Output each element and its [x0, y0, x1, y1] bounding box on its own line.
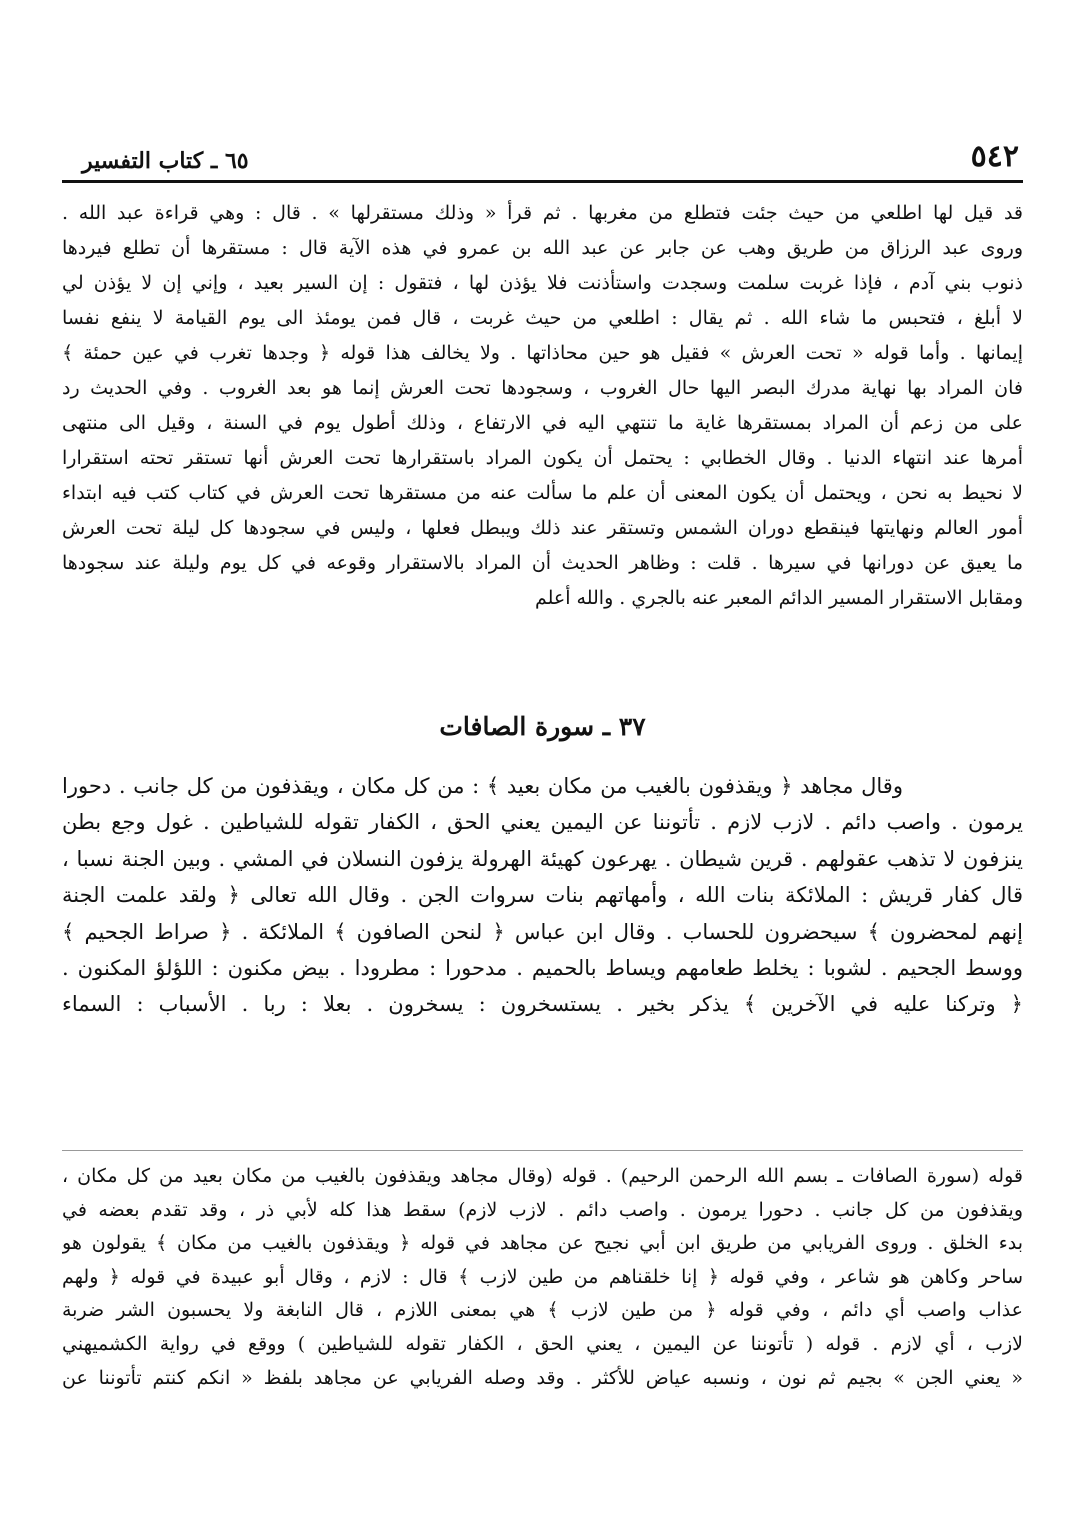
text-line: لازب ، أي لازم . قوله ( تأتوننا عن اليمين ، يعني الحق ، الكفار تقوله للشياطين ) ووقع في رواية الكشميهني [62, 1332, 1023, 1355]
text-line: ذنوب بني آدم ، فإذا غربت سلمت وسجدت واستأذنت فلا يؤذن لها ، فتقول : إن السير بعيد ، وإني إن لا يؤذن لي [62, 272, 1023, 294]
page-header [62, 128, 1023, 183]
commentary-top [62, 196, 1023, 616]
text-line: قد قيل لها اطلعي من حيث جئت فتطلع من مغربها . ثم قرأ « وذلك مستقرلها » . قال : وهي قراءة عبد الله . [62, 202, 1023, 224]
text-line: أمور العالم ونهايتها فينقطع دوران الشمس وتستقر عند ذلك ويبطل فعلها ، وليس في سجودها كل ليلة تحت العرش [62, 517, 1023, 539]
text-line: إيمانها . وأما قوله « تحت العرش » فقيل هو حين محاذاتها . ولا يخالف هذا قوله ﴿ وجدها تغرب في عين حمئة ﴾ [62, 342, 1023, 364]
text-line: قوله (سورة الصافات ـ بسم الله الرحمن الرحيم) . قوله (وقال مجاهد ويقذفون بالغيب من مكان بعيد من كل مكان ، [62, 1165, 1023, 1187]
text-line: « يعني الجن » بجيم ثم نون ، ونسبه عياض للأكثر . وقد وصله الفريابي عن مجاهد بلفظ « انكم كنتم تأتوننا عن [62, 1366, 1023, 1389]
text-line: ويقذفون من كل جانب . دحورا يرمون . واصب دائم . لازب لازم) سقط هذا كله لأبي ذر ، وقد تقدم بعضه في [62, 1198, 1023, 1221]
text-line: قال كفار قريش : الملائكة بنات الله ، وأمهاتهم بنات سروات الجن . وقال الله تعالى ﴿ ولقد علمت الجنة [62, 883, 1023, 908]
surah-heading: ٣٧ ـ سورة الصافات [439, 712, 646, 741]
text-line: بدء الخلق . وروى الفريابي من طريق ابن أبي نجيح عن مجاهد في قوله ﴿ ويقذفون بالغيب من مكان ﴾ يقولون هو [62, 1232, 1023, 1255]
commentary-bottom [62, 1160, 1023, 1395]
text-line: وروى عبد الرزاق من طريق وهب عن جابر عن عبد الله بن عمرو في هذه الآية قال : مستقرها أن تطلع فيردها [62, 237, 1023, 259]
running-title: ٦٥ ـ كتاب التفسير [82, 148, 249, 174]
text-line: يرمون . واصب دائم . لازب لازم . تأتوننا عن اليمين يعني الحق ، الكفار تقوله للشياطين . غول وجع بطن [62, 810, 1023, 835]
text-line: ينزفون لا تذهب عقولهم . قرين شيطان . يهرعون كهيئة الهرولة يزفون النسلان في المشي . وبين الجنة نسبا ، [62, 846, 1023, 871]
text-line: ﴿ وتركنا عليه في الآخرين ﴾ يذكر بخير . يستسخرون : يسخرون . بعلا : ربا . الأسباب : السماء [62, 992, 1023, 1017]
text-line: لا نحيط به نحن ، ويحتمل أن يكون المعنى أن علم ما سألت عنه من مستقرها تحت العرش في كتاب كتب فيه ابتداء [62, 482, 1023, 504]
page-number: ٥٤٢ [970, 139, 1019, 174]
text-line: فان المراد بها نهاية مدرك البصر اليها حال الغروب ، وسجودها تحت العرش إنما هو بعد الغروب . وفي الحديث رد [62, 377, 1023, 399]
text-line: ووسط الجحيم . لشوبا : يخلط طعامهم ويساط بالحميم . مدحورا : مطرودا . بيض مكنون : اللؤلؤ المكنون . [62, 955, 1023, 980]
text-line: إنهم لمحضرون ﴾ سيحضرون للحساب . وقال ابن عباس ﴿ لنحن الصافون ﴾ الملائكة . ﴿ صراط الجحيم ﴾ [62, 919, 1023, 944]
text-line: ما يعيق عن دورانها في سيرها . قلت : وظاهر الحديث أن المراد بالاستقرار وقوعه في كل يوم وليلة عند سجودها [62, 552, 1023, 574]
text-line: ومقابل الاستقرار المسير الدائم المعبر عنه بالجري . والله أعلم [534, 587, 1023, 609]
matn-text [62, 768, 1023, 1023]
text-line: وقال مجاهد ﴿ ويقذفون بالغيب من مكان بعيد ﴾ : من كل مكان ، ويقذفون من كل جانب . دحورا [62, 774, 903, 798]
text-line: على من زعم أن المراد بمستقرها غاية ما تنتهي اليه في الارتفاع ، وذلك أطول يوم في السنة ، وقيل الى منتهى [62, 412, 1023, 434]
section-divider [62, 1150, 1023, 1151]
text-line: أمرها عند انتهاء الدنيا . وقال الخطابي : يحتمل أن يكون المراد باستقرارها تحت العرش أنها تستقر تحته استقرارا [62, 447, 1023, 469]
text-line: عذاب واصب أي دائم ، وفي قوله ﴿ من طين لازب ﴾ هي بمعنى اللازم ، قال النابغة ولا يحسبون الشر ضربة [62, 1299, 1023, 1322]
text-line: ساحر وكاهن هو شاعر ، وفي قوله ﴿ إنا خلقناهم من طين لازب ﴾ قال : لازم ، وقال أبو عبيدة في قوله ﴿ ولهم [62, 1265, 1023, 1288]
text-line: لا أبلغ ، فتحبس ما شاء الله . ثم يقال : اطلعي من حيث غربت ، قال فمن يومئذ الى يوم القيامة لا ينفع نفسا [62, 307, 1023, 329]
